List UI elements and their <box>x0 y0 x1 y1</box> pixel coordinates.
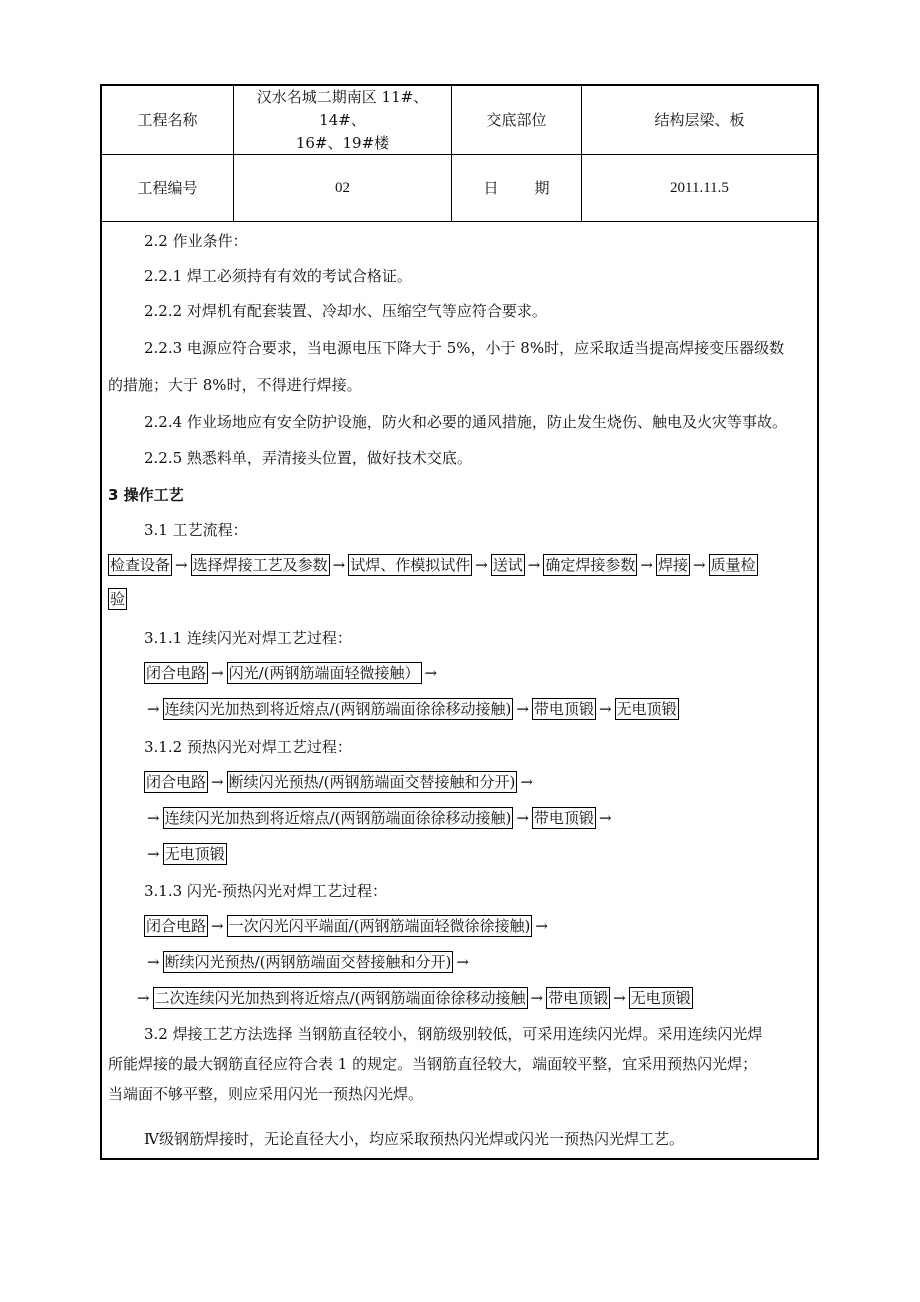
project-name-line1: 汉水名城二期南区 11#、14#、 <box>256 87 429 129</box>
project-number-value: 02 <box>234 155 452 221</box>
arrow-icon: → <box>147 700 160 718</box>
flow-step: 无电顶锻 <box>616 700 677 718</box>
flow-3-1-row2 <box>108 588 127 612</box>
flow-3-1-1-row2 <box>144 698 679 722</box>
arrow-icon: → <box>692 556 706 574</box>
flow-step: 闭合电路 <box>146 664 207 682</box>
flow-step: 送试 <box>492 556 523 574</box>
arrow-icon: → <box>147 845 160 863</box>
section-2-2-3-line1: 2.2.3 电源应符合要求，当电源电压下降大于 5%，小于 8%时，应采取适当提高焊接变压器级数 <box>144 339 785 357</box>
flow-step: 无电顶锻 <box>164 845 225 863</box>
section-3-1-3: 3.1.3 闪光-预热闪光对焊工艺过程： <box>144 882 388 900</box>
flow-step: 带电顶锻 <box>548 989 609 1007</box>
flow-step: 断续闪光预热/(两钢筋端面交替接触和分开) <box>164 953 452 971</box>
flow-step: 带电顶锻 <box>533 700 594 718</box>
section-3-1: 3.1 工艺流程： <box>144 521 248 539</box>
date-label-char2: 期 <box>534 178 550 197</box>
flow-step: 带电顶锻 <box>533 809 594 827</box>
arrow-icon: → <box>535 917 548 935</box>
project-name-value <box>234 86 452 154</box>
flow-3-1-3-row1 <box>144 915 551 939</box>
flow-step: 闭合电路 <box>146 773 207 791</box>
arrow-icon: → <box>520 773 533 791</box>
flow-3-1-3-row3 <box>134 987 693 1011</box>
arrow-icon: → <box>456 953 469 971</box>
flow-step: 焊接 <box>657 556 688 574</box>
disclosure-part-label: 交底部位 <box>452 86 582 154</box>
date-label <box>452 155 582 221</box>
flow-step: 选择焊接工艺及参数 <box>192 556 328 574</box>
section-grade-iv: Ⅳ级钢筋焊接时，无论直径大小，均应采取预热闪光焊或闪光一预热闪光焊工艺。 <box>144 1130 684 1148</box>
project-number-label: 工程编号 <box>102 155 234 221</box>
section-2-2-3-line2: 的措施；大于 8%时，不得进行焊接。 <box>108 376 362 394</box>
flow-step: 二次连续闪光加热到将近熔点/(两钢筋端面徐徐移动接触 <box>154 989 526 1007</box>
project-name-line2: 16#、19#楼 <box>295 133 390 152</box>
section-2-2-1: 2.2.1 焊工必须持有有效的考试合格证。 <box>144 267 412 285</box>
header-row-project <box>102 86 817 155</box>
flow-step: 检查设备 <box>110 556 171 574</box>
flow-step: 质量检 <box>710 556 756 574</box>
arrow-icon: → <box>424 664 438 682</box>
section-3-2 <box>108 1019 814 1109</box>
date-label-char1: 日 <box>483 178 499 197</box>
section-3-2-line3: 当端面不够平整，则应采用闪光一预热闪光焊。 <box>108 1085 424 1103</box>
section-2-2-4: 2.2.4 作业场地应有安全防护设施，防火和必要的通风措施，防止发生烧伤、触电及火灾等事故。 <box>144 413 787 431</box>
arrow-icon: → <box>640 556 653 574</box>
section-2-2: 2.2 作业条件： <box>144 232 248 250</box>
disclosure-sheet <box>100 84 819 1160</box>
flow-step: 试焊、作模拟试件 <box>350 556 471 574</box>
arrow-icon: → <box>530 989 544 1007</box>
section-2-2-5: 2.2.5 熟悉料单，弄清接头位置，做好技术交底。 <box>144 449 472 467</box>
flow-3-1-2-row3 <box>144 843 227 867</box>
section-3-1-1: 3.1.1 连续闪光对焊工艺过程： <box>144 629 352 647</box>
arrow-icon: → <box>211 917 224 935</box>
arrow-icon: → <box>475 556 488 574</box>
flow-step: 闪光/(两钢筋端面轻微接触） <box>228 664 420 682</box>
header-row-number <box>102 155 817 222</box>
arrow-icon: → <box>598 809 612 827</box>
arrow-icon: → <box>527 556 541 574</box>
flow-3-1-3-row2 <box>144 951 472 975</box>
section-3-heading: 3 操作工艺 <box>108 486 184 504</box>
arrow-icon: → <box>598 700 612 718</box>
arrow-icon: → <box>211 773 224 791</box>
flow-step: 连续闪光加热到将近熔点/(两钢筋端面徐徐移动接触) <box>164 700 512 718</box>
project-name-label: 工程名称 <box>102 86 234 154</box>
arrow-icon: → <box>175 556 188 574</box>
arrow-icon: → <box>147 809 160 827</box>
flow-step: 无电顶锻 <box>630 989 691 1007</box>
section-3-2-line1: 3.2 焊接工艺方法选择 当钢筋直径较小，钢筋级别较低，可采用连续闪光焊。采用连续闪光焊 <box>144 1025 763 1043</box>
flow-3-1-row1 <box>108 554 758 578</box>
date-value: 2011.11.5 <box>670 179 729 196</box>
disclosure-part-value: 结构层梁、板 <box>654 110 745 129</box>
flow-step: 一次闪光闪平端面/(两钢筋端面轻微徐徐接触) <box>228 917 531 935</box>
arrow-icon: → <box>147 953 160 971</box>
flow-step: 闭合电路 <box>146 917 207 935</box>
section-2-2-2: 2.2.2 对焊机有配套装置、冷却水、压缩空气等应符合要求。 <box>144 302 547 320</box>
arrow-icon: → <box>211 664 224 682</box>
section-3-2-line2: 所能焊接的最大钢筋直径应符合表 1 的规定。当钢筋直径较大，端面较平整，宜采用预热闪光焊； <box>108 1055 758 1073</box>
flow-3-1-1-row1 <box>144 662 440 686</box>
flow-step: 确定焊接参数 <box>545 556 636 574</box>
flow-step: 验 <box>110 590 126 608</box>
arrow-icon: → <box>516 809 529 827</box>
flow-3-1-2-row2 <box>144 807 615 831</box>
arrow-icon: → <box>332 556 346 574</box>
arrow-icon: → <box>137 989 150 1007</box>
arrow-icon: → <box>516 700 529 718</box>
flow-3-1-2-row1 <box>144 771 536 795</box>
flow-step: 连续闪光加热到将近熔点/(两钢筋端面徐徐移动接触) <box>164 809 512 827</box>
section-3-1-2: 3.1.2 预热闪光对焊工艺过程： <box>144 738 352 756</box>
arrow-icon: → <box>613 989 626 1007</box>
flow-step: 断续闪光预热/(两钢筋端面交替接触和分开) <box>228 773 516 791</box>
